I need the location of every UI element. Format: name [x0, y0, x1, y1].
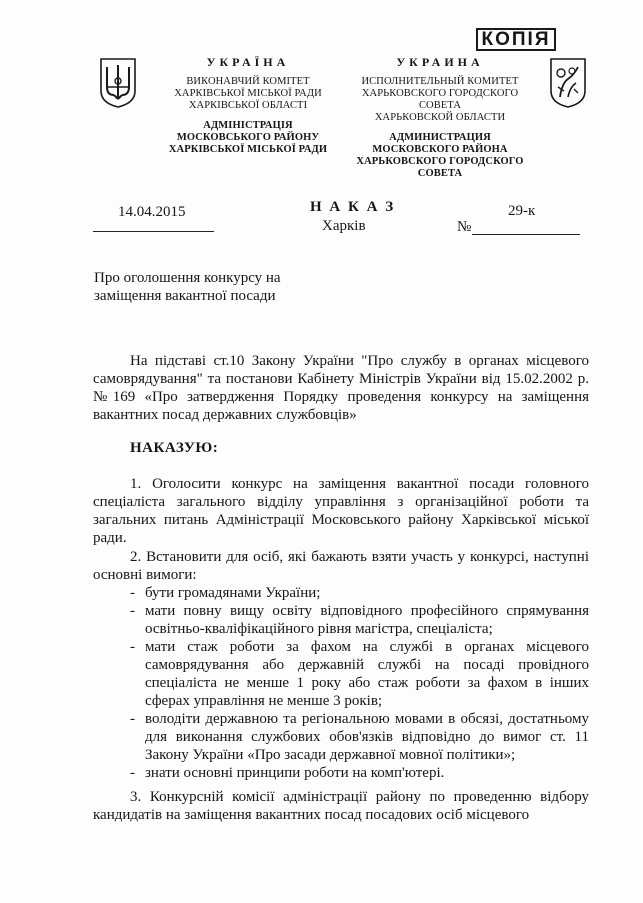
item-1-paragraph: 1. Оголосити конкурс на заміщення вакантної посади головного спеціаліста загального відділу управління з організаційної роботи та загальних питань Адміністрації Московського району Харківської міської ради. [93, 476, 589, 546]
list-item-text: володіти державною та регіональною мовами в обсязі, достатньому для виконання службових обов'язків відповідно до вимог ст. 11 Закону України «Про засади державної мовної політики»; [145, 711, 589, 763]
header-left-bold-line: МОСКОВСЬКОГО РАЙОНУ [176, 132, 320, 143]
dash-bullet: - [130, 711, 135, 727]
header-right-country: УКРАИНА [396, 55, 484, 69]
order-title: Н А К А З [310, 199, 396, 215]
header-right-bold-line: МОСКОВСКОГО РАЙОНА [372, 144, 508, 155]
trident-emblem-icon [98, 57, 138, 109]
order-city: Харків [322, 218, 366, 234]
subject-line: Про оголошення конкурсу на [94, 270, 281, 286]
dash-bullet: - [130, 585, 135, 601]
dash-bullet: - [130, 603, 135, 619]
order-date: 14.04.2015 [118, 204, 186, 220]
item-3-paragraph: 3. Конкурсній комісії адміністрації району по проведенню відбору кандидатів на заміщення вакантних посад посадових осіб місцевого [93, 789, 589, 823]
header-right-line: ИСПОЛНИТЕЛЬНЫЙ КОМИТЕТ [361, 76, 519, 87]
header-left-bold-line: АДМІНІСТРАЦІЯ [203, 120, 293, 131]
requirements-list [130, 584, 589, 782]
header-right [340, 54, 540, 180]
list-item [130, 710, 589, 764]
dash-bullet: - [130, 765, 135, 781]
list-item [130, 602, 589, 638]
list-item-text: бути громадянами України; [145, 585, 321, 601]
header-right-bold-line: ХАРЬКОВСКОГО ГОРОДСКОГО СОВЕТА [356, 156, 524, 179]
header-left-bold-line: ХАРКІВСЬКОЇ МІСЬКОЇ РАДИ [168, 144, 328, 155]
header-left-line: ХАРКІВСЬКОЇ ОБЛАСТІ [188, 100, 308, 111]
copy-stamp: КОПІЯ [476, 28, 556, 51]
header-left [142, 54, 354, 156]
number-underline [472, 234, 580, 235]
header-left-line: ХАРКІВСЬКОЇ МІСЬКОЇ РАДИ [174, 88, 322, 99]
date-underline [93, 231, 214, 232]
header-left-line: ВИКОНАВЧИЙ КОМІТЕТ [186, 76, 310, 87]
header-left-country: УКРАЇНА [206, 55, 290, 69]
header-right-bold-line: АДМИНИСТРАЦИЯ [389, 132, 491, 143]
order-word: НАКАЗУЮ: [130, 440, 219, 456]
kharkiv-coat-of-arms-icon [548, 57, 588, 109]
list-item-text: мати повну вищу освіту відповідного професійного спрямування освітньо-кваліфікаційного рівня магістра, спеціаліста; [145, 603, 589, 637]
order-number-sign: № [457, 219, 472, 235]
item-2-paragraph: 2. Встановити для осіб, які бажають взяти участь у конкурсі, наступні основні вимоги: [93, 549, 589, 583]
preamble-paragraph: На підставі ст.10 Закону України "Про службу в органах місцевого самоврядування" та постанови Кабінету Міністрів України від 15.02.2002 р. №169 «Про затвердження Порядку проведення конкурсу на заміщення вакантних посад державних службовців» [93, 353, 589, 423]
list-item [130, 584, 589, 602]
header-right-line: ХАРЬКОВСКОЙ ОБЛАСТИ [374, 112, 506, 123]
header-right-line: ХАРЬКОВСКОГО ГОРОДСКОГО СОВЕТА [361, 88, 519, 111]
dash-bullet: - [130, 639, 135, 655]
list-item-text: знати основні принципи роботи на комп'ютері. [145, 765, 445, 781]
list-item [130, 764, 589, 782]
list-item-text: мати стаж роботи за фахом на службі в органах місцевого самоврядування або державній службі на посаді провідного спеціаліста не менше 1 року або стаж роботи за фахом в інших сферах управління не менше 3 років; [145, 639, 589, 709]
subject-line: заміщення вакантної посади [94, 288, 276, 304]
order-subject [94, 269, 354, 305]
order-number: 29-к [508, 203, 536, 219]
list-item [130, 638, 589, 710]
